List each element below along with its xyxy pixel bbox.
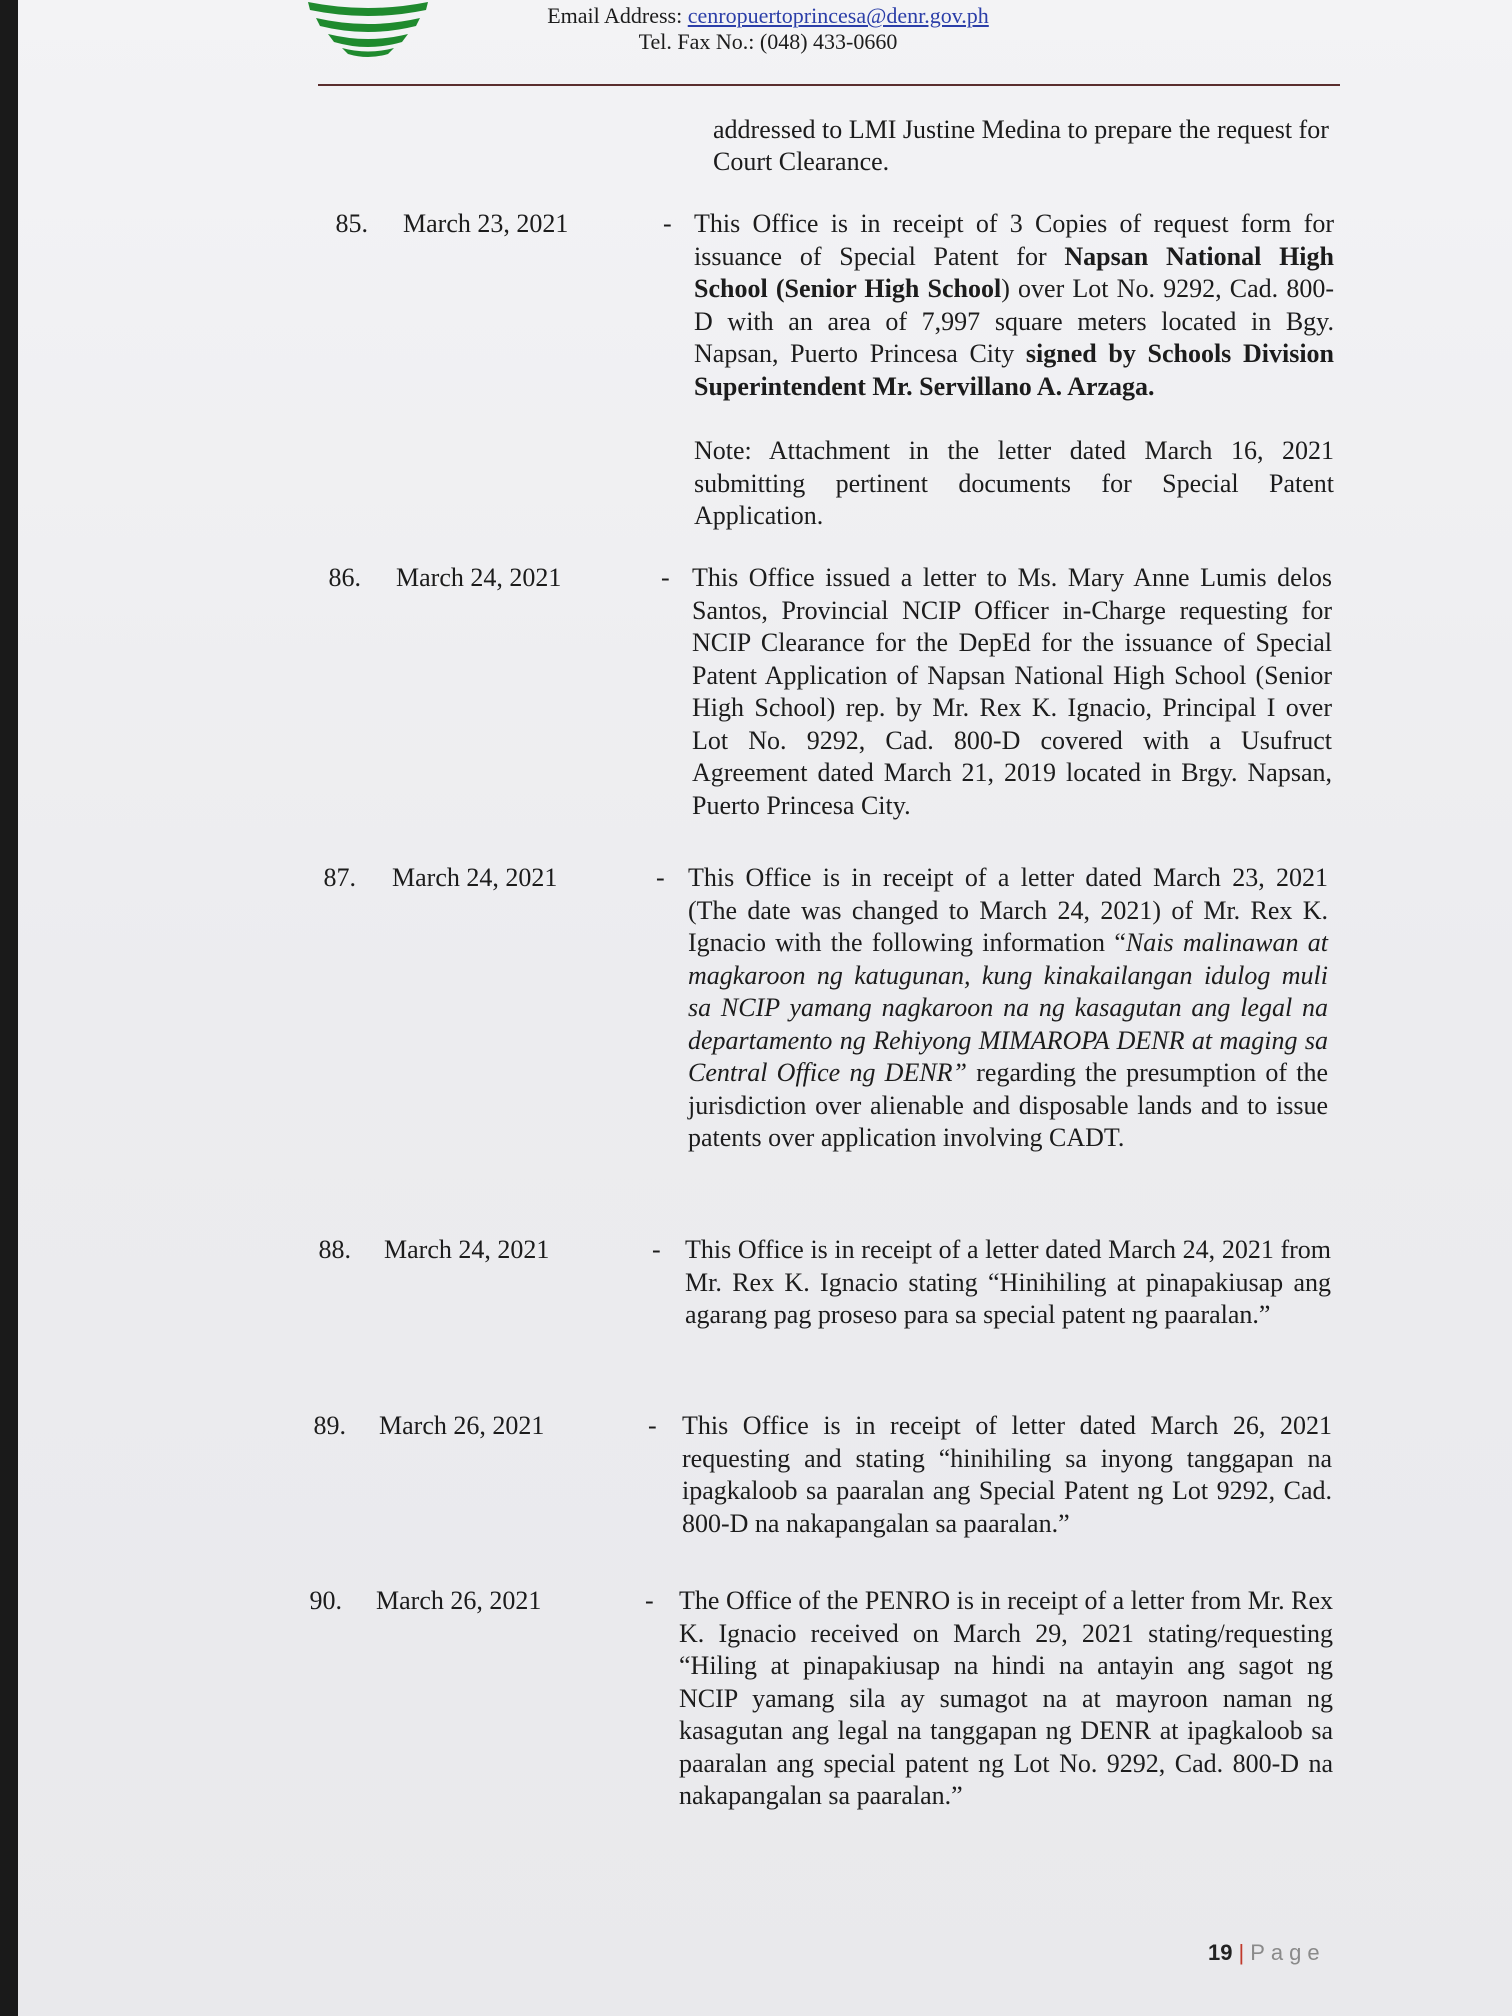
entry-body: The Office of the PENRO is in receipt of a letter from Mr. Rex K. Ignacio received on March 29, 2021 stating/requesting “Hiling at pinapakiusap na hindi na antayin ang sagot ng NCIP yamang sila ay sumagot na at mayroon naman ng kasagutan ang legal na tanggapan ng DENR at ipagkaloob sa paaralan ang special patent ng Lot No. 9292, Cad. 800-D na nakapangalan sa paaralan.” [679,1586,1333,1810]
entry-date: March 24, 2021 [396,563,562,592]
entry-dash: - [648,1411,657,1440]
entry-number: 88. [318,1235,351,1264]
document-page [18,0,1512,2016]
email-label: Email Address: [547,3,683,28]
entry-body: This Office is in receipt of letter dated March 26, 2021 requesting and stating “hinihiling sa inyong tanggapan na ipagkaloob sa paaralan ang Special Patent ng Lot 9292, Cad. 800-D na nakapangalan sa paaralan.” [682,1411,1332,1538]
entry-dash: - [645,1586,654,1615]
entry-date: March 23, 2021 [403,209,569,238]
entry-number: 89. [313,1411,346,1440]
denr-logo-icon [298,0,438,60]
entry-body: This Office is in receipt of a letter dated March 24, 2021 from Mr. Rex K. Ignacio stating “Hinihiling at pinapakiusap ang agarang pag proseso para sa special patent ng paaralan.” [685,1235,1331,1329]
entry-date: March 24, 2021 [384,1235,550,1264]
entry-dash: - [663,209,672,238]
header-email-line [518,2,1018,30]
entry-dash: - [656,863,665,892]
email-link[interactable]: cenropuertoprincesa@denr.gov.ph [687,3,989,28]
header-tel-line: Tel. Fax No.: (048) 433-0660 [638,29,898,54]
page-footer [1208,1940,1326,1966]
entry-number: 87. [323,863,356,892]
entry-body: This Office issued a letter to Ms. Mary Anne Lumis delos Santos, Provincial NCIP Officer in-Charge requesting for NCIP Clearance for the DepEd for the issuance of Special Patent Application of Napsan National High School (Senior High School) rep. by Mr. Rex K. Ignacio, Principal I over Lot No. 9292, Cad. 800-D covered with a Usufruct Agreement dated March 21, 2019 located in Brgy. Napsan, Puerto Princesa City. [692,563,1332,820]
page-label: Page [1250,1940,1326,1965]
entry-body: This Office is in receipt of 3 Copies of request form for issuance of Special Patent for Napsan National High School (Senior High School) over Lot No. 9292, Cad. 800-D with an area of 7,997 square meters located in Bgy. Napsan, Puerto Princesa City signed by Schools Division Superintendent Mr. Servillano A. Arzaga. Note: Attachment in the letter dated March 16, 2021 submitting pertinent documents for Special Patent Application. [694,208,1334,533]
entry-number: 86. [328,563,361,592]
entry-date: March 26, 2021 [379,1411,545,1440]
footer-separator: | [1238,1940,1245,1965]
entry-date: March 24, 2021 [392,863,558,892]
entry-note: Note: Attachment in the letter dated March 16, 2021 submitting pertinent documents for Special Patent Application. [694,436,1334,530]
continued-entry-text: addressed to LMI Justine Medina to prepare the request for Court Clearance. [713,115,1329,176]
entry-number: 90. [309,1586,342,1615]
entry-dash: - [652,1235,661,1264]
entry-number: 85. [335,209,368,238]
entry-date: March 26, 2021 [376,1586,542,1615]
page-number: 19 [1208,1940,1233,1965]
entry-dash: - [661,563,670,592]
header-divider [318,84,1340,86]
entry-body: This Office is in receipt of a letter dated March 23, 2021 (The date was changed to March 24, 2021) of Mr. Rex K. Ignacio with the following information “Nais malinawan at magkaroon ng katugunan, kung kinakailangan idulog muli sa NCIP yamang nagkaroon na ng kasagutan ang legal na departamento ng Rehiyong MIMAROPA DENR at maging sa Central Office ng DENR” regarding the presumption of the jurisdiction over alienable and disposable lands and to issue patents over application involving CADT. [688,863,1328,1152]
